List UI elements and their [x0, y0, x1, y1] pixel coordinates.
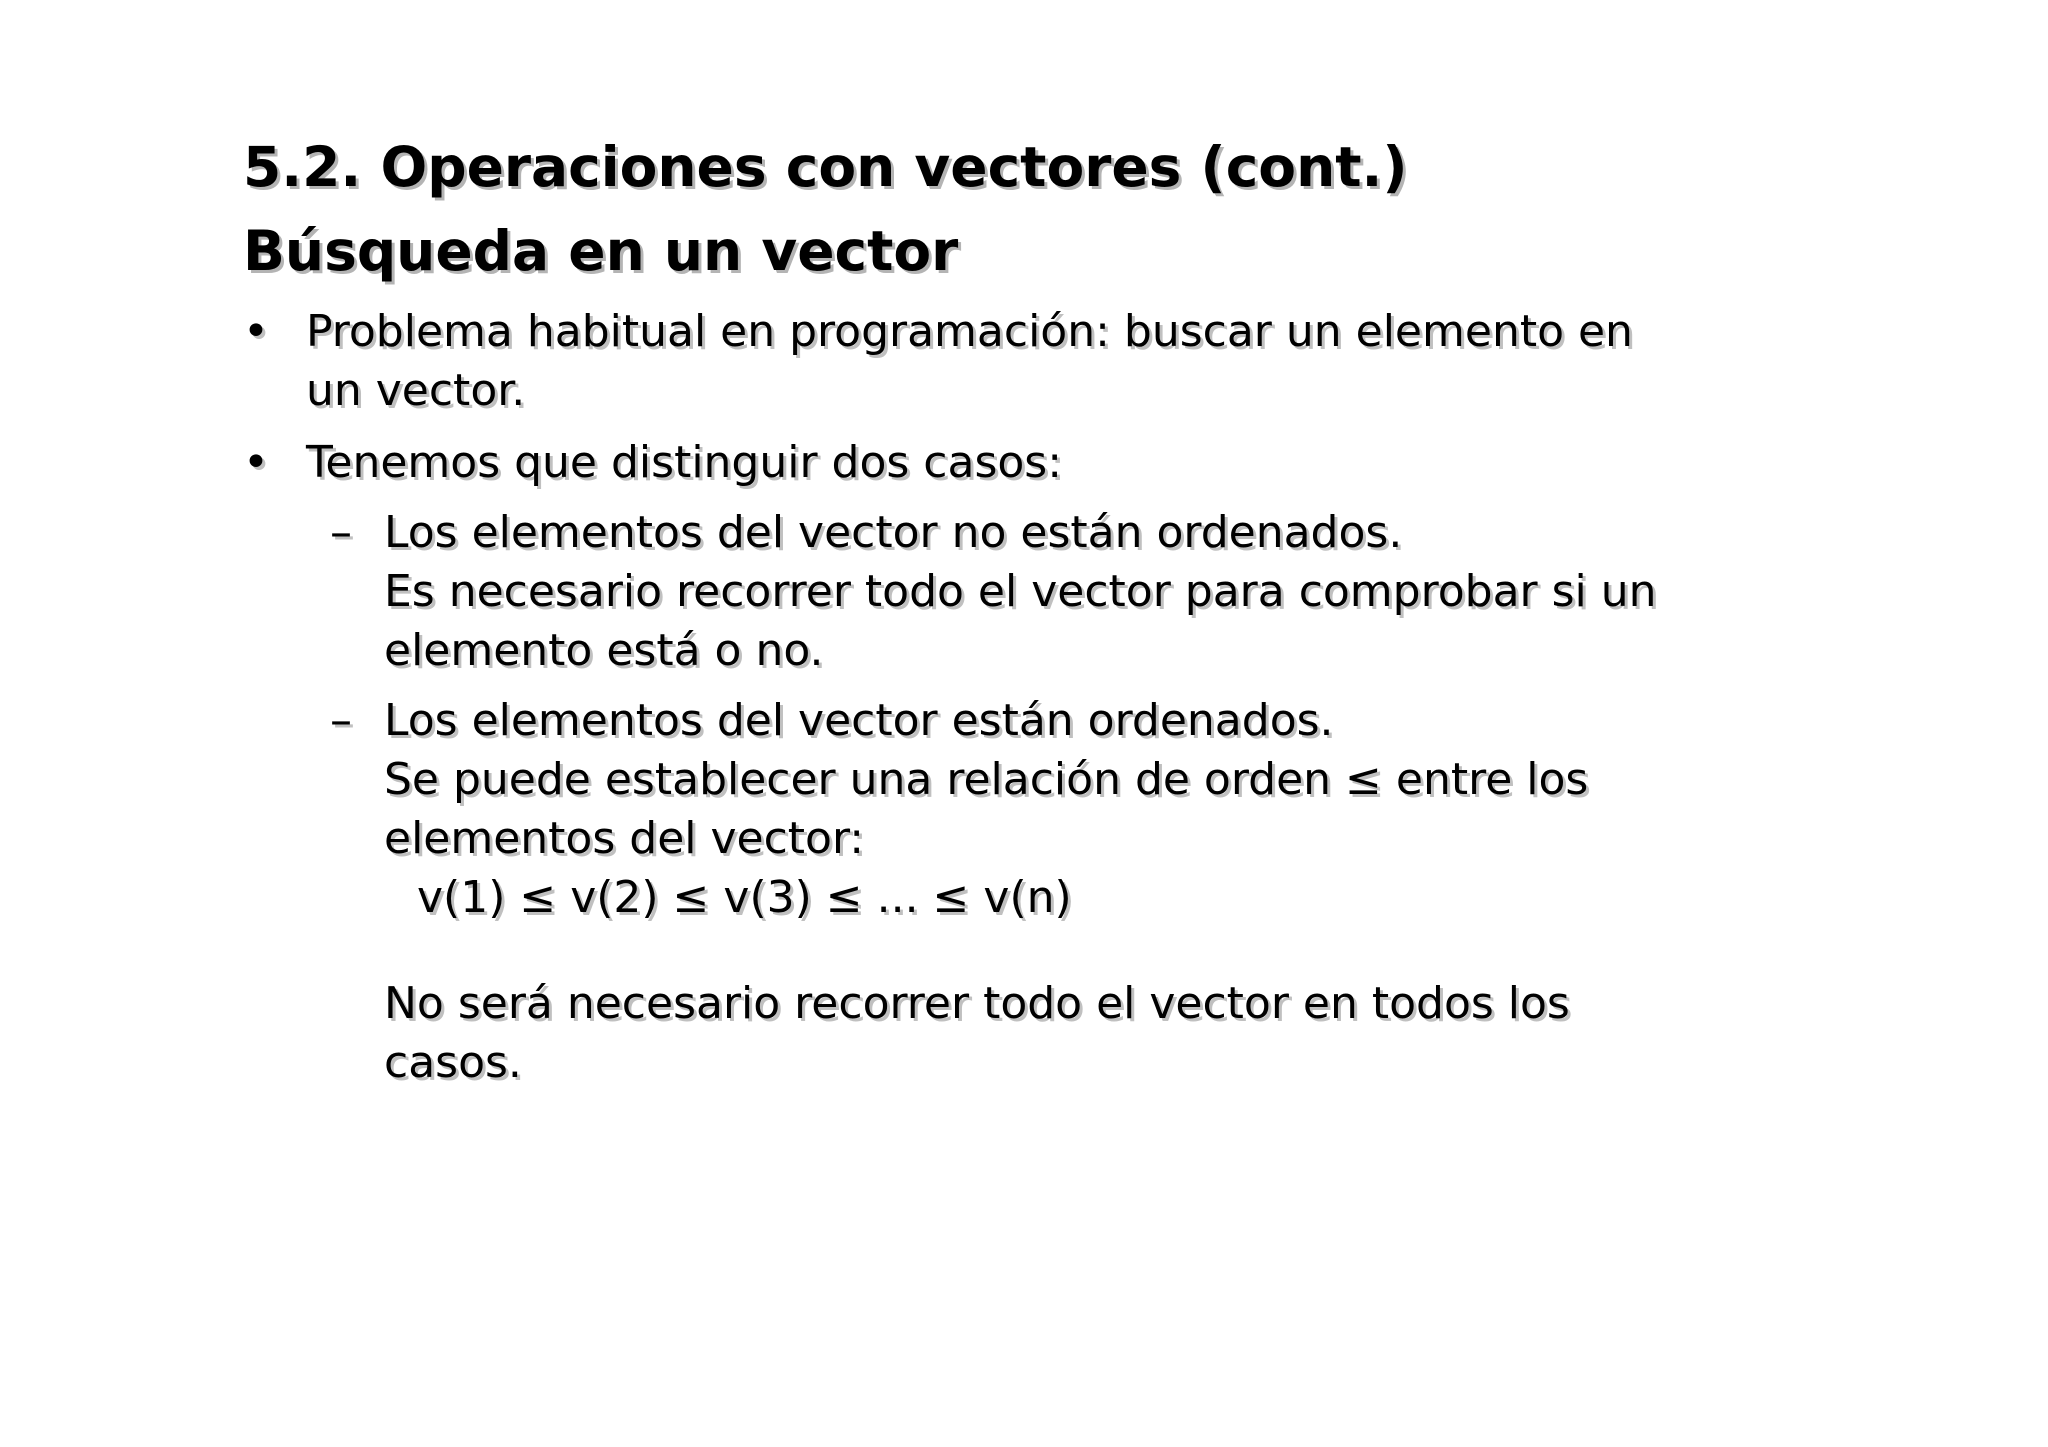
- sub-line: Los elementos del vector están ordenados.: [384, 695, 1334, 746]
- conclusion-line: No será necesario recorrer todo el vector en todos los: [384, 978, 1570, 1029]
- bullet-text: [306, 302, 1866, 420]
- slide-subtitle: Búsqueda en un vector: [243, 219, 959, 283]
- bullet-marker: •: [243, 437, 269, 488]
- order-formula: v(1) ≤ v(2) ≤ v(3) ≤ ... ≤ v(n): [417, 872, 1072, 923]
- sub-line: Es necesario recorrer todo el vector para comprobar si un: [384, 566, 1657, 617]
- spacer: [384, 927, 1864, 974]
- sub-line: Los elementos del vector no están ordenados.: [384, 507, 1403, 558]
- bullet-line: un vector.: [306, 365, 526, 416]
- sub-line: elementos del vector:: [384, 813, 865, 864]
- conclusion-line: casos.: [384, 1037, 522, 1088]
- sub-item-text: [384, 691, 1864, 1092]
- bullet-line: Tenemos que distinguir dos casos:: [306, 437, 1063, 488]
- dash-marker: –: [330, 507, 352, 558]
- sub-line: elemento está o no.: [384, 625, 824, 676]
- bullet-line: Problema habitual en programación: buscar un elemento en: [306, 306, 1633, 357]
- dash-marker: –: [330, 695, 352, 746]
- sub-item-text: [384, 503, 1864, 680]
- slide-title: 5.2. Operaciones con vectores (cont.): [243, 135, 1408, 199]
- bullet-text: [306, 433, 1866, 492]
- bullet-marker: •: [243, 306, 269, 357]
- sub-line: Se puede establecer una relación de orden ≤ entre los: [384, 754, 1589, 805]
